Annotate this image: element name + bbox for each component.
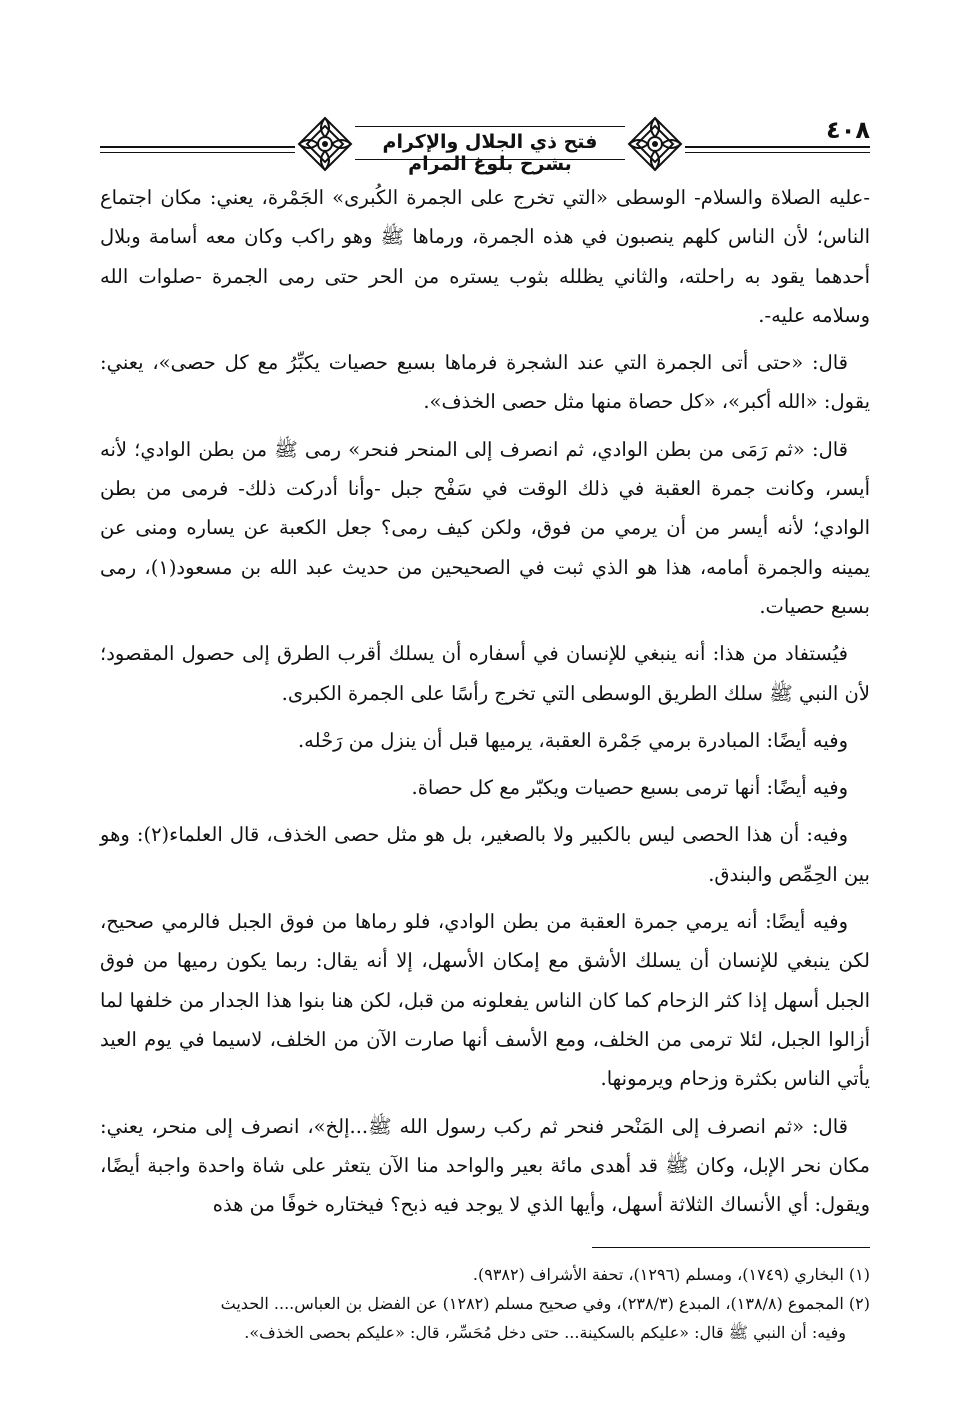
footnote-separator <box>592 1247 870 1248</box>
paragraph: قال: «حتى أتى الجمرة التي عند الشجرة فرماها بسبع حصيات يكبِّرُ مع كل حصى»، يعني: يقول: «الله أكبر»، «كل حصاة منها مثل حصى الخذف». <box>100 351 870 414</box>
paragraph: وفيه: أن هذا الحصى ليس بالكبير ولا بالصغير، بل هو مثل حصى الخذف، قال العلماء(٢): وهو بين الحِمِّص والبندق. <box>100 823 870 886</box>
paragraph: وفيه أيضًا: أنه يرمي جمرة العقبة من بطن الوادي، فلو رماها من فوق الجبل فالرمي صحيح، لكن ينبغي للإنسان أن يسلك الأشق مع إمكان الأسهل، إلا أنه يقال: ربما يكون رميها من فوق الجبل أسهل إذا كثر الزحام كما كان الناس يفعلونه من قبل، لكن هنا بنوا هذا الجدار من خلفها لما أزالوا الجبل، لئلا ترمى من الخلف، ومع الأسف أنها صارت الآن من الخلف، لاسيما في يوم العيد يأتي الناس بكثرة وزحام ويرمونها. <box>100 910 870 1091</box>
ornament-left-icon <box>295 114 355 174</box>
page-header <box>100 108 870 175</box>
book-title: فتح ذي الجلال والإكرام بشرح بلوغ المرام <box>382 131 598 175</box>
footnotes <box>100 1260 870 1347</box>
header-rule-right <box>685 146 870 148</box>
paragraph: فيُستفاد من هذا: أنه ينبغي للإنسان في أسفاره أن يسلك أقرب الطرق إلى حصول المقصود؛ لأن النبي ﷺ سلك الطريق الوسطى التي تخرج رأسًا على الجمرة الكبرى. <box>100 642 870 705</box>
header-rule-left <box>100 146 295 148</box>
paragraph: وفيه أيضًا: أنها ترمى بسبع حصيات ويكبّر مع كل حصاة. <box>411 776 848 800</box>
ornament-right-icon <box>625 114 685 174</box>
paragraph: وفيه أيضًا: المبادرة برمي جَمْرة العقبة، يرميها قبل أن ينزل من رَحْله. <box>297 728 848 752</box>
header-rule-right-thin <box>685 152 870 153</box>
page-number: ٤٠٨ <box>826 116 870 144</box>
footnote: (١) البخاري (١٧٤٩)، ومسلم (١٢٩٦)، تحفة الأشراف (٩٣٨٢). <box>472 1265 870 1284</box>
body-text <box>100 178 870 1224</box>
footnote: (٢) المجموع (١٣٨/٨)، المبدع (٢٣٨/٣)، وفي صحيح مسلم (١٢٨٢) عن الفضل بن العباس.... الحديث <box>220 1294 870 1313</box>
book-title-box <box>355 126 625 175</box>
header-rule-left-thin <box>100 152 295 153</box>
footnote-continuation: وفيه: أن النبي ﷺ قال: «عليكم بالسكينة... حتى دخل مُحَسِّر، قال: «عليكم بحصى الخذف». <box>244 1323 846 1342</box>
paragraph: قال: «ثم رَمَى من بطن الوادي، ثم انصرف إلى المنحر فنحر» رمى ﷺ من بطن الوادي؛ لأنه أيسر، وكانت جمرة العقبة في ذلك الوقت في سَفْح جبل -وأنا أدركت ذلك- فرمى من بطن الوادي؛ لأنه أيسر من أن يرمي من فوق، ولكن كيف رمى؟ جعل الكعبة عن يساره ومنى عن يمينه والجمرة أمامه، هذا هو الذي ثبت في الصحيحين من حديث عبد الله بن مسعود(١)، رمى بسبع حصيات. <box>100 437 870 618</box>
paragraph: قال: «ثم انصرف إلى المَنْحر فنحر ثم ركب رسول الله ﷺ...إلخ»، انصرف إلى منحر، يعني: مكان نحر الإبل، وكان ﷺ قد أهدى مائة بعير والواحد منا الآن يتعثر على شاة واحدة واجبة أيضًا، ويقول: أي الأنساك الثلاثة أسهل، وأيها الذي لا يوجد فيه ذبح؟ فيختاره خوفًا من هذه <box>100 1114 870 1217</box>
paragraph: -عليه الصلاة والسلام- الوسطى «التي تخرج على الجمرة الكُبرى» الجَمْرة، يعني: مكان اجتماع الناس؛ لأن الناس كلهم ينصبون في هذه الجمرة، ورماها ﷺ وهو راكب وكان معه أسامة وبلال أحدهما يقود به راحلته، والثاني يظلله بثوب يستره من الحر حتى رمى الجمرة -صلوات الله وسلامه عليه-. <box>100 186 870 327</box>
